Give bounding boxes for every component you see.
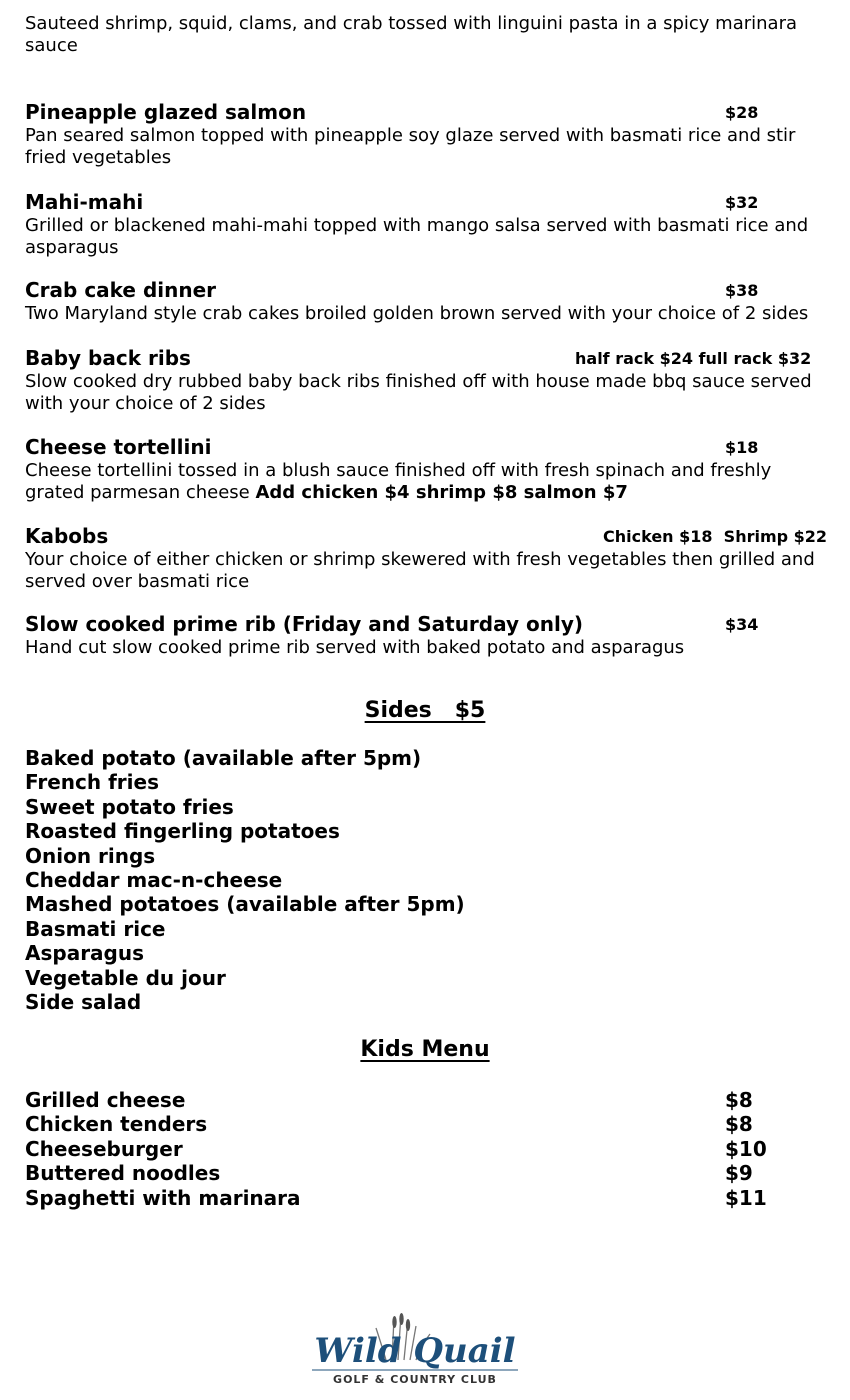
item-description: Two Maryland style crab cakes broiled golden brown served with your choice of 2 sides — [25, 303, 809, 324]
menu-item-baby-back-ribs — [25, 345, 825, 415]
list-item — [25, 1161, 785, 1185]
list-item: Baked potato (available after 5pm) — [25, 746, 422, 770]
list-item: Roasted fingerling potatoes — [25, 819, 340, 844]
item-addons: Add chicken $4 shrimp $8 salmon $7 — [255, 482, 628, 503]
intro-description: Sauteed shrimp, squid, clams, and crab tossed with linguini pasta in a spicy marinara sauce — [25, 13, 798, 56]
item-description — [25, 460, 825, 504]
item-description: Hand cut slow cooked prime rib served with baked potato and asparagus — [25, 637, 685, 658]
item-price: $38 — [725, 281, 759, 300]
kids-item-name: Chicken tenders — [25, 1112, 208, 1137]
sides-list — [25, 746, 465, 1014]
kids-menu-title: Kids Menu — [360, 1037, 490, 1062]
kids-item-price: $10 — [725, 1136, 767, 1161]
logo-subtitle: GOLF & COUNTRY CLUB — [333, 1373, 497, 1386]
item-name: Slow cooked prime rib (Friday and Saturday only) — [25, 612, 584, 636]
item-name: Pineapple glazed salmon — [25, 100, 307, 124]
item-price: $34 — [725, 615, 759, 634]
menu-item-prime-rib — [25, 611, 825, 659]
menu-item-cheese-tortellini — [25, 434, 825, 504]
item-price: $28 — [725, 103, 759, 122]
list-item — [25, 1088, 785, 1112]
kids-item-price: $11 — [725, 1185, 767, 1210]
item-price: $18 — [725, 438, 759, 457]
list-item: Basmati rice — [25, 916, 166, 941]
menu-item-mahi-mahi — [25, 189, 825, 259]
list-item — [25, 1137, 785, 1161]
wild-quail-logo — [300, 1310, 530, 1390]
kids-menu-list — [25, 1088, 785, 1210]
item-name: Cheese tortellini — [25, 435, 212, 459]
kids-item-name: Cheeseburger — [25, 1136, 183, 1161]
item-description: Your choice of either chicken or shrimp skewered with fresh vegetables then grilled and served over basmati rice — [25, 549, 815, 592]
kids-item-price: $8 — [725, 1112, 753, 1137]
item-name: Crab cake dinner — [25, 278, 217, 302]
item-price: Chicken $18 Shrimp $22 — [603, 527, 828, 546]
list-item: French fries — [25, 770, 159, 795]
item-name: Mahi-mahi — [25, 190, 144, 214]
kids-item-price: $9 — [725, 1161, 753, 1186]
kids-item-name: Grilled cheese — [25, 1088, 186, 1112]
item-description: Slow cooked dry rubbed baby back ribs finished off with house made bbq sauce served with your choice of 2 sides — [25, 371, 812, 414]
item-price: $32 — [725, 193, 759, 212]
item-description: Grilled or blackened mahi-mahi topped with mango salsa served with basmati rice and asparagus — [25, 215, 809, 258]
list-item: Cheddar mac-n-cheese — [25, 868, 283, 893]
kids-item-price: $8 — [725, 1088, 753, 1112]
item-name: Baby back ribs — [25, 346, 191, 370]
kids-item-name: Spaghetti with marinara — [25, 1185, 301, 1210]
item-name: Kabobs — [25, 524, 109, 548]
item-price: half rack $24 full rack $32 — [575, 349, 812, 368]
list-item: Side salad — [25, 990, 142, 1015]
list-item: Mashed potatoes (available after 5pm) — [25, 892, 465, 917]
list-item: Onion rings — [25, 843, 156, 868]
item-description-text: Cheese tortellini tossed in a blush sauce finished off with fresh spinach and freshly grated parmesan cheese — [25, 460, 772, 503]
list-item — [25, 1186, 785, 1210]
sides-title: Sides $5 — [364, 698, 486, 723]
list-item: Sweet potato fries — [25, 794, 234, 819]
list-item: Asparagus — [25, 941, 145, 966]
menu-item-pineapple-glazed-salmon — [25, 99, 825, 169]
logo-wordmark: Wild Quail — [314, 1331, 516, 1371]
list-item — [25, 1112, 785, 1136]
sides-heading — [0, 697, 850, 725]
menu-item-kabobs — [25, 523, 828, 593]
menu-item-crab-cake-dinner — [25, 277, 825, 325]
kids-item-name: Buttered noodles — [25, 1161, 221, 1186]
item-description: Pan seared salmon topped with pineapple soy glaze served with basmati rice and stir fried vegetables — [25, 125, 796, 168]
kids-menu-heading — [0, 1036, 850, 1064]
list-item: Vegetable du jour — [25, 965, 226, 990]
